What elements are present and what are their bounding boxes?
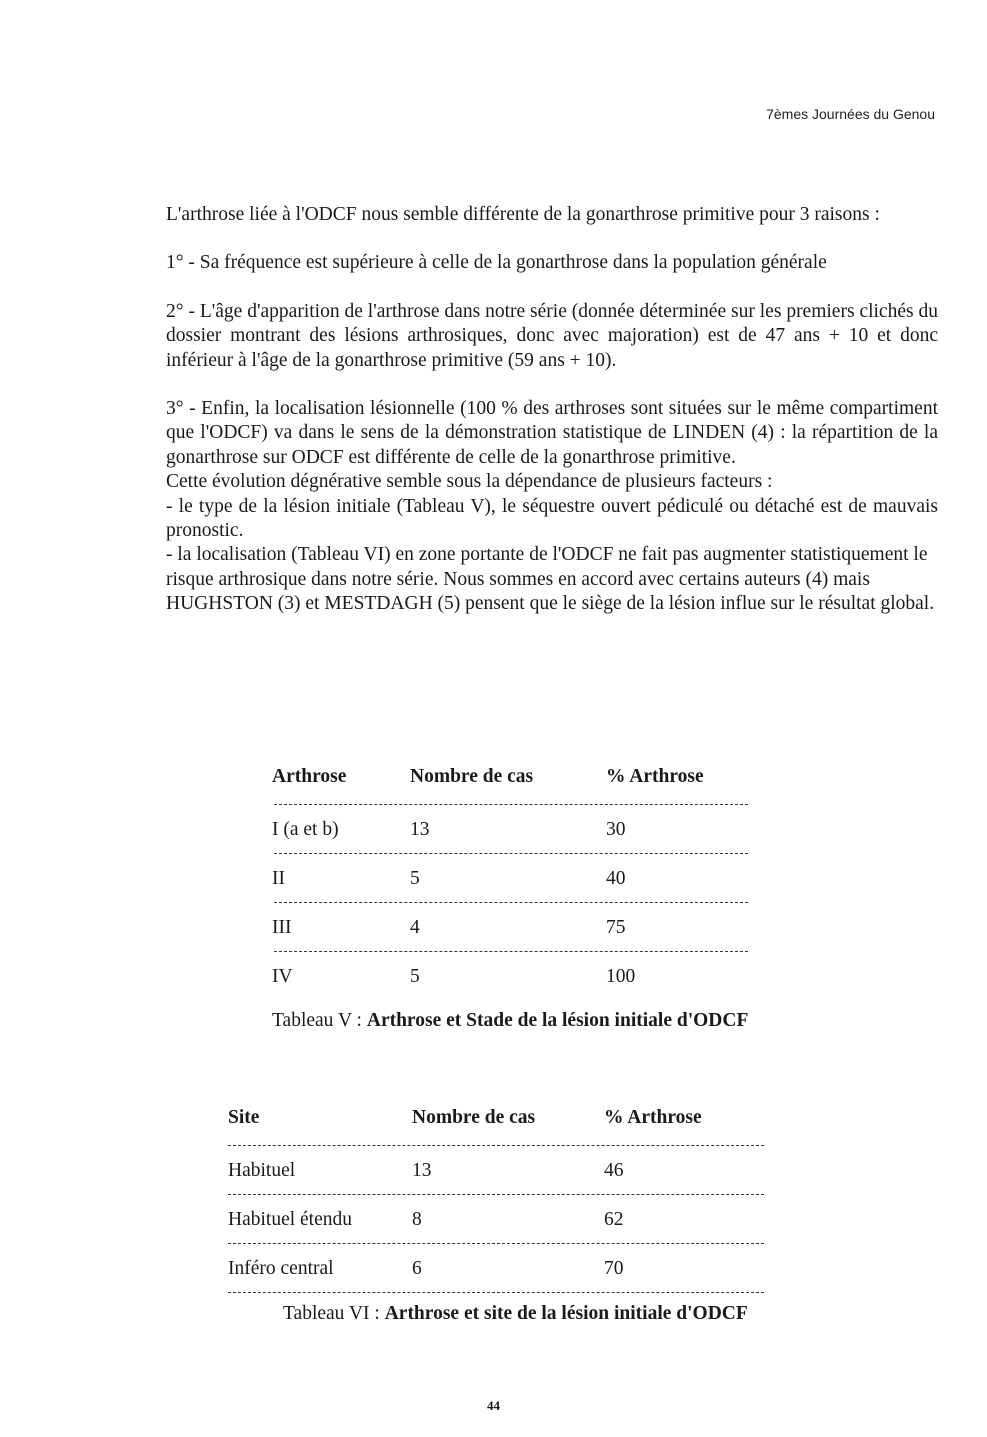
paragraph-intro: L'arthrose liée à l'ODCF nous semble différente de la gonarthrose primitive pour 3 raisons : [166, 204, 880, 225]
caption-prefix: Tableau V : [272, 1010, 367, 1031]
table-header-cell: Site [228, 1107, 260, 1128]
table-cell: III [272, 917, 292, 938]
table-row [228, 1146, 764, 1182]
table-header-cell: % Arthrose [606, 766, 704, 787]
table-cell: Inféro central [228, 1258, 334, 1279]
page-number: 44 [487, 1398, 500, 1413]
paragraph-factor-type: - le type de la lésion initiale (Tableau V), le séquestre ouvert pédiculé ou détaché est de mauvais pronostic. [166, 495, 938, 542]
table-cell: 40 [606, 868, 626, 889]
table-cell: Habituel [228, 1160, 296, 1181]
table-cell: 5 [410, 966, 420, 987]
table-cell: IV [272, 966, 293, 987]
table-cell: 6 [412, 1258, 422, 1279]
table-row [228, 1195, 764, 1231]
table-header-cell: Nombre de cas [412, 1107, 536, 1128]
table-row [228, 1244, 764, 1280]
table-header-cell: Nombre de cas [410, 766, 534, 787]
table-row [272, 903, 748, 939]
table-cell: 30 [606, 819, 626, 840]
paragraph-reason-3: 3° - Enfin, la localisation lésionnelle (100 % des arthroses sont situées sur le même compartiment que l'ODCF) va dans le sens de la démonstration statistique de LINDEN (4) : la répartition de la gonarthrose sur ODCF est différente de celle de la gonarthrose primitive. [166, 398, 938, 468]
table-cell: 75 [606, 917, 626, 938]
dashed-rule [228, 1292, 764, 1293]
table-cell: 8 [412, 1209, 422, 1230]
table-v [272, 766, 748, 988]
paragraph-reason-2: 2° - L'âge d'apparition de l'arthrose dans notre série (donnée déterminée sur les premiers clichés du dossier montrant des lésions arthrosiques, donc avec majoration) est de 47 ans + 10 et donc inférieur à l'âge de la gonarthrose primitive (59 ans + 10). [166, 300, 938, 371]
table-cell: 4 [410, 917, 420, 938]
caption-prefix: Tableau VI : [283, 1303, 385, 1324]
table-cell: 70 [604, 1258, 624, 1279]
table-cell: 46 [604, 1160, 624, 1181]
table-vi-caption [283, 1303, 748, 1325]
table-header-cell: Arthrose [272, 766, 347, 787]
running-header: 7èmes Journées du Genou [766, 106, 935, 122]
body-text [166, 203, 938, 617]
caption-title: Arthrose et Stade de la lésion initiale d'ODCF [366, 1010, 749, 1031]
table-cell: 5 [410, 868, 420, 889]
table-header-cell: % Arthrose [604, 1107, 702, 1128]
paragraph-factors: Cette évolution dégnérative semble sous la dépendance de plusieurs facteurs : [166, 471, 773, 493]
table-vi [228, 1107, 764, 1293]
table-cell: 13 [410, 819, 430, 840]
table-row [272, 952, 748, 988]
table-header-row [228, 1107, 764, 1133]
paragraph-reason-1: 1° - Sa fréquence est supérieure à celle de la gonarthrose dans la population générale [166, 252, 827, 274]
table-v-caption [272, 1010, 748, 1032]
table-cell: 13 [412, 1160, 432, 1181]
paragraph-factor-location: - la localisation (Tableau VI) en zone portante de l'ODCF ne fait pas augmenter statistiquement le risque arthrosique dans notre série. Nous sommes en accord avec certains auteurs (4) mais HUGHSTON (3) et MESTDAGH (5) pensent que le siège de la lésion influe sur le résultat global. [166, 544, 935, 615]
table-cell: 100 [606, 966, 636, 987]
table-cell: 62 [604, 1209, 624, 1230]
table-row [272, 854, 748, 890]
table-header-row [272, 766, 748, 792]
table-cell: Habituel étendu [228, 1209, 352, 1230]
table-cell: I (a et b) [272, 819, 339, 840]
table-row [272, 805, 748, 841]
table-cell: II [272, 868, 285, 889]
caption-title: Arthrose et site de la lésion initiale d'ODCF [384, 1303, 748, 1324]
